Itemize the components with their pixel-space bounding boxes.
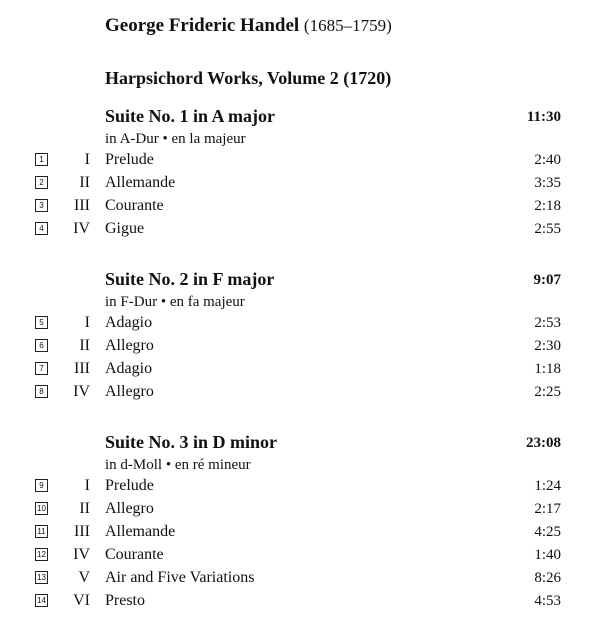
movement-numeral: I — [84, 151, 90, 168]
track-row[interactable] — [0, 336, 600, 359]
track-title: Courante — [105, 197, 164, 214]
movement-numeral: I — [84, 314, 90, 331]
track-title: Prelude — [105, 477, 154, 494]
track-row[interactable] — [0, 196, 600, 219]
track-title: Allegro — [105, 383, 154, 400]
suite-total-duration: 11:30 — [526, 109, 561, 125]
movement-numeral: IV — [73, 220, 90, 237]
suite-section — [0, 104, 600, 242]
track-duration: 2:55 — [534, 221, 561, 237]
track-title: Air and Five Variations — [105, 569, 255, 586]
track-row[interactable] — [0, 359, 600, 382]
movement-numeral: II — [79, 337, 90, 354]
track-number-box: 5 — [35, 316, 48, 329]
track-title: Presto — [105, 592, 145, 609]
composer-dates: (1685–1759) — [303, 16, 392, 35]
track-number-box: 3 — [35, 199, 48, 212]
track-number-box: 12 — [35, 548, 48, 561]
track-number-box: 7 — [35, 362, 48, 375]
track-duration: 3:35 — [534, 175, 561, 191]
suite-title: Suite No. 2 in F major — [105, 269, 275, 289]
track-duration: 2:40 — [534, 152, 561, 168]
track-row[interactable] — [0, 382, 600, 405]
composer-name: George Frideric Handel — [105, 15, 300, 36]
movement-numeral: III — [74, 360, 90, 377]
movement-numeral: I — [84, 477, 90, 494]
track-number-box: 2 — [35, 176, 48, 189]
track-number-box: 14 — [35, 594, 48, 607]
track-title: Prelude — [105, 151, 154, 168]
movement-numeral: VI — [73, 592, 90, 609]
movement-numeral: II — [79, 500, 90, 517]
suite-subtitle: in A-Dur • en la majeur — [105, 131, 246, 147]
track-row[interactable] — [0, 545, 600, 568]
track-title: Allemande — [105, 523, 176, 540]
track-title: Allegro — [105, 500, 154, 517]
track-number-box: 1 — [35, 153, 48, 166]
track-number-box: 8 — [35, 385, 48, 398]
track-number-box: 10 — [35, 502, 48, 515]
suite-subtitle: in F-Dur • en fa majeur — [105, 294, 245, 310]
track-number-box: 9 — [35, 479, 48, 492]
track-duration: 8:26 — [534, 570, 561, 586]
track-duration: 2:30 — [534, 338, 561, 354]
track-duration: 2:53 — [534, 315, 561, 331]
track-duration: 1:18 — [534, 361, 561, 377]
track-duration: 2:17 — [534, 501, 561, 517]
track-number-box: 6 — [35, 339, 48, 352]
track-title: Courante — [105, 546, 164, 563]
movement-numeral: II — [79, 174, 90, 191]
suite-section — [0, 267, 600, 405]
suite-total-duration: 9:07 — [533, 272, 561, 288]
track-duration: 2:18 — [534, 198, 561, 214]
track-row[interactable] — [0, 591, 600, 614]
track-number-box: 11 — [35, 525, 48, 538]
track-row[interactable] — [0, 499, 600, 522]
suite-subtitle: in d-Moll • en ré mineur — [105, 457, 251, 473]
track-row[interactable] — [0, 313, 600, 336]
track-duration: 4:53 — [534, 593, 561, 609]
track-title: Gigue — [105, 220, 145, 237]
track-duration: 2:25 — [534, 384, 561, 400]
track-title: Allemande — [105, 174, 176, 191]
movement-numeral: V — [78, 569, 90, 586]
movement-numeral: III — [74, 197, 90, 214]
track-duration: 4:25 — [534, 524, 561, 540]
track-duration: 1:24 — [534, 478, 561, 494]
album-title: Harpsichord Works, Volume 2 (1720) — [105, 68, 392, 88]
track-duration: 1:40 — [534, 547, 561, 563]
track-row[interactable] — [0, 522, 600, 545]
track-row[interactable] — [0, 568, 600, 591]
track-title: Allegro — [105, 337, 154, 354]
track-title: Adagio — [105, 360, 153, 377]
movement-numeral: IV — [73, 383, 90, 400]
suite-title: Suite No. 1 in A major — [105, 106, 276, 126]
track-number-box: 4 — [35, 222, 48, 235]
track-row[interactable] — [0, 219, 600, 242]
suite-title: Suite No. 3 in D minor — [105, 432, 278, 452]
track-row[interactable] — [0, 173, 600, 196]
composer-heading — [105, 14, 392, 38]
track-title: Adagio — [105, 314, 153, 331]
track-row[interactable] — [0, 150, 600, 173]
suite-section — [0, 430, 600, 614]
track-row[interactable] — [0, 476, 600, 499]
suite-total-duration: 23:08 — [526, 435, 561, 451]
movement-numeral: III — [74, 523, 90, 540]
movement-numeral: IV — [73, 546, 90, 563]
track-number-box: 13 — [35, 571, 48, 584]
